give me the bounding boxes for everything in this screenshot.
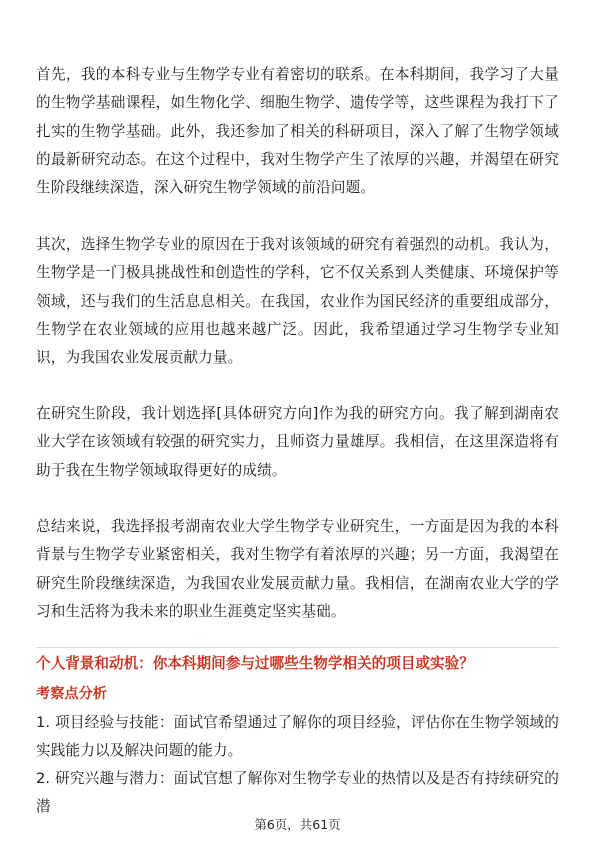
paragraph-academic-background: 首先，我的本科专业与生物学专业有着密切的联系。在本科期间，我学习了大量的生物学基础课程，如生物化学、细胞生物学、遗传学等，这些课程为我打下了扎实的生物学基础。此外，我还参加了相关的科研项目，深入了解了生物学领域的最新研究动态。在这个过程中，我对生物学产生了浓厚的兴趣，并渴望在研究生阶段继续深造，深入研究生物学领域的前沿问题。 [36, 66, 559, 197]
paragraph-summary: 总结来说，我选择报考湖南农业大学生物学专业研究生，一方面是因为我的本科背景与生物学专业紧密相关，我对生物学有着浓厚的兴趣；另一方面，我渴望在研究生阶段继续深造，为我国农业发展贡献力量。我相信，在湖南农业大学的学习和生活将为我未来的职业生涯奠定坚实基础。 [36, 518, 559, 620]
page-number-footer: 第6页，共61页 [254, 817, 341, 832]
paragraph-research-plan: 在研究生阶段，我计划选择[具体研究方向]作为我的研究方向。我了解到湖南农业大学在该领域有较强的研究实力，且师资力量雄厚。我相信，在这里深造将有助于我在生物学领域取得更好的成绩。 [36, 405, 559, 479]
paragraph-motivation: 其次，选择生物学专业的原因在于我对该领域的研究有着强烈的动机。我认为，生物学是一门极具挑战性和创造性的学科，它不仅关系到人类健康、环境保护等领域，还与我们的生活息息相关。在我国，农业作为国民经济的重要组成部分，生物学在农业领域的应用也越来越广泛。因此，我希望通过学习生物学专业知识，为我国农业发展贡献力量。 [36, 236, 559, 367]
analysis-point-1: 1. 项目经验与技能：面试官希望通过了解你的项目经验，评估你在生物学领域的实践能力以及解决问题的能力。 [36, 714, 559, 760]
analysis-point-2: 2. 研究兴趣与潜力：面试官想了解你对生物学专业的热情以及是否有持续研究的潜 [36, 770, 559, 816]
interview-question: 个人背景和动机：你本科期间参与过哪些生物学相关的项目或实验？ [36, 655, 474, 672]
section-divider [36, 647, 559, 648]
analysis-heading: 考察点分析 [36, 686, 107, 702]
